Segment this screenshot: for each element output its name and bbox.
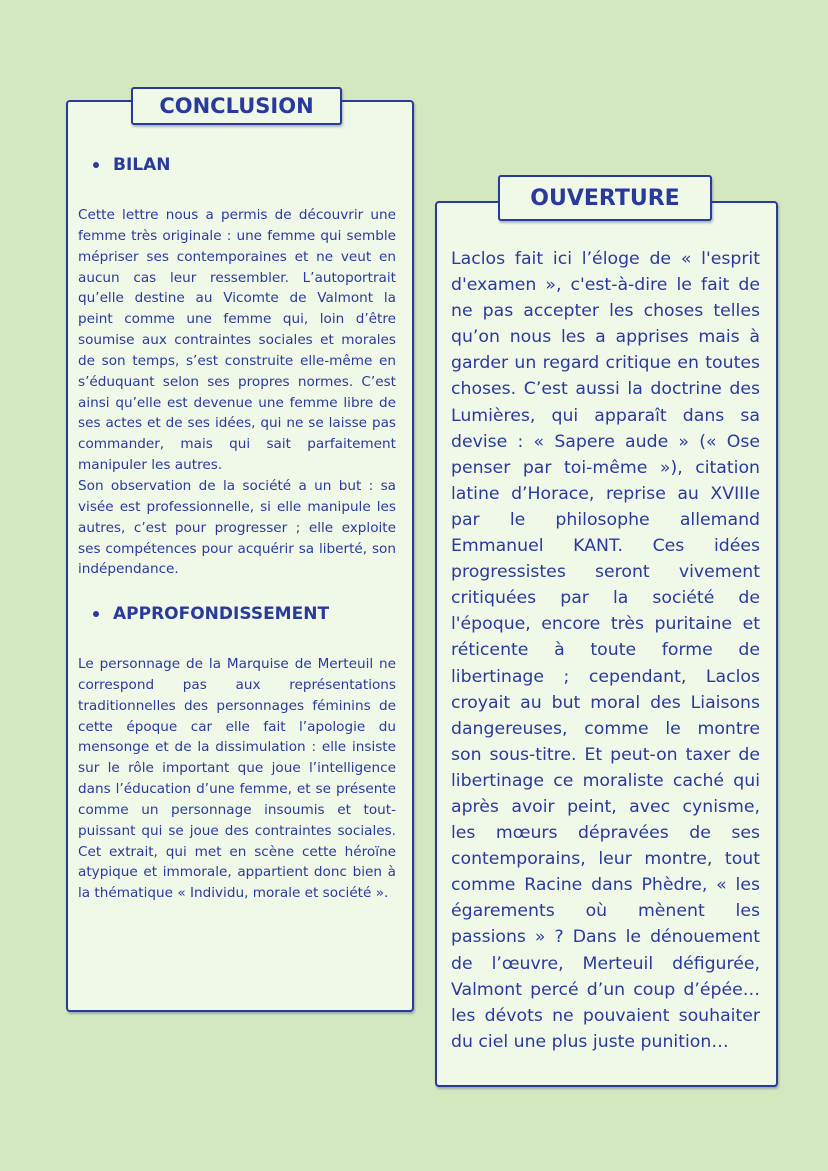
bilan-heading [93,155,171,175]
bilan-heading-label: BILAN [113,155,171,175]
bilan-text [78,205,396,580]
bullet-icon [93,162,99,168]
bilan-paragraph-1: Cette lettre nous a permis de découvrir une femme très originale : une femme qui semble mépriser ses contemporaines et ne veut en aucun cas leur ressembler. L’autoportrait qu’elle destine au Vicomte de Valmont la peint comme une femme qui, loin d’être soumise aux contraintes sociales et morales de son temps, s’est construite elle-même en s’éduquant selon ses propres normes. C’est ainsi qu’elle est devenue une femme libre de ses actes et de ses idées, qui ne se laisse pas commander, mais qui sait parfaitement manipuler les autres. [78,207,396,474]
ouverture-title: OUVERTURE [498,175,712,221]
approfondissement-heading-label: APPROFONDISSEMENT [113,604,330,624]
approfondissement-paragraph: Le personnage de la Marquise de Merteuil ne correspond pas aux représentations traditionnelles des personnages féminins de cette époque car elle fait l’apologie du mensonge et de la dissimulation : elle insiste sur le rôle important que joue l’intelligence dans l’éducation d’une femme, et se présente comme un personnage insoumis et tout-puissant qui se joue des contraintes sociales. Cet extrait, qui met en scène cette héroïne atypique et immorale, appartient donc bien à la thématique « Individu, morale et société ». [78,656,396,902]
bullet-icon [93,611,99,617]
bilan-paragraph-2: Son observation de la société a un but : sa visée est professionnelle, si elle manipule les autres, c’est pour progresser ; elle exploite ses compétences pour acquérir sa liberté, son indépendance. [78,477,396,578]
ouverture-paragraph: Laclos fait ici l’éloge de « l'esprit d'examen », c'est-à-dire le fait de ne pas accepter les choses telles qu’on nous les a apprises mais à garder un regard critique en toutes choses. C’est aussi la doctrine des Lumières, qui apparaît dans sa devise : « Sapere aude » (« Ose penser par toi-même »), citation latine d’Horace, reprise au XVIIIe par le philosophe allemand Emmanuel KANT. Ces idées progressistes seront vivement critiquées par la société de l'époque, encore très puritaine et réticente à toute forme de libertinage ; cependant, Laclos croyait au but moral des Liaisons dangereuses, comme le montre son sous-titre. Et peut-on taxer de libertinage ce moraliste caché qui après avoir peint, avec cynisme, les mœurs dépravées de ses contemporains, leur montre, tout comme Racine dans Phèdre, « les égarements où mènent les passions » ? Dans le dénouement de l’œuvre, Merteuil défigurée, Valmont percé d’un coup d’épée… les dévots ne pouvaient souhaiter du ciel une plus juste punition… [451,249,760,1052]
conclusion-title: CONCLUSION [131,87,342,125]
approfondissement-heading [93,604,329,624]
